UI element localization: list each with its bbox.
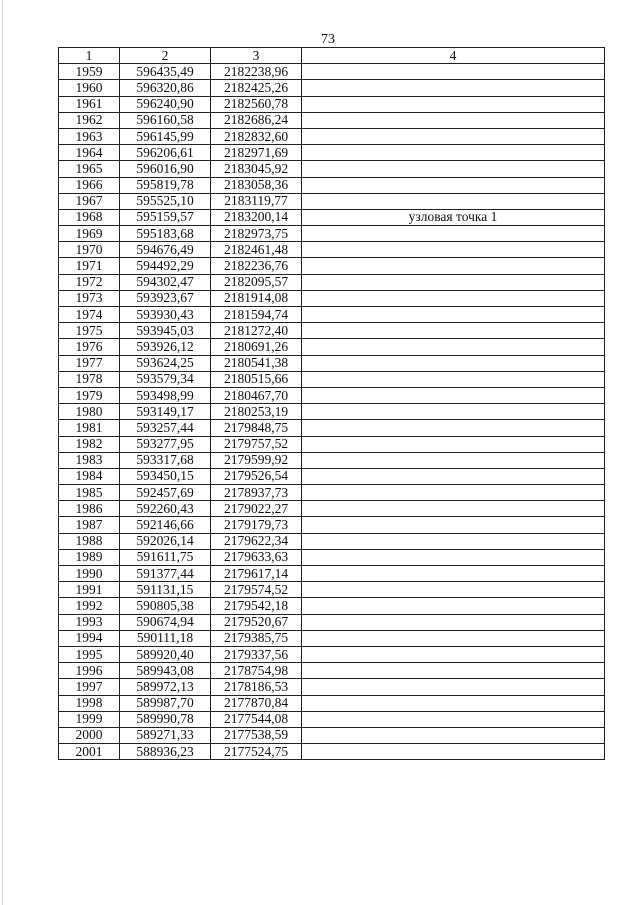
- point-number-cell: 1976: [59, 339, 120, 355]
- y-coordinate-cell: 2179574,52: [211, 582, 302, 598]
- x-coordinate-cell: 589972,13: [120, 679, 211, 695]
- table-row: [59, 96, 605, 112]
- point-number-cell: 1996: [59, 663, 120, 679]
- note-cell: [302, 323, 605, 339]
- table-row: [59, 193, 605, 209]
- note-cell: [302, 630, 605, 646]
- point-number-cell: 1964: [59, 145, 120, 161]
- note-cell: [302, 614, 605, 630]
- table-row: [59, 112, 605, 128]
- column-header-1: 1: [59, 48, 120, 64]
- y-coordinate-cell: 2179022,27: [211, 501, 302, 517]
- x-coordinate-cell: 593945,03: [120, 323, 211, 339]
- y-coordinate-cell: 2179848,75: [211, 420, 302, 436]
- point-number-cell: 1974: [59, 307, 120, 323]
- y-coordinate-cell: 2181594,74: [211, 307, 302, 323]
- x-coordinate-cell: 591377,44: [120, 566, 211, 582]
- x-coordinate-cell: 593624,25: [120, 355, 211, 371]
- y-coordinate-cell: 2179179,73: [211, 517, 302, 533]
- table-row: [59, 290, 605, 306]
- coordinates-table: [58, 47, 605, 760]
- table-row: [59, 242, 605, 258]
- note-cell: [302, 598, 605, 614]
- y-coordinate-cell: 2177870,84: [211, 695, 302, 711]
- point-number-cell: 1983: [59, 452, 120, 468]
- point-number-cell: 1971: [59, 258, 120, 274]
- y-coordinate-cell: 2179599,92: [211, 452, 302, 468]
- table-row: [59, 128, 605, 144]
- x-coordinate-cell: 595525,10: [120, 193, 211, 209]
- column-header-3: 3: [211, 48, 302, 64]
- point-number-cell: 1968: [59, 209, 120, 225]
- table-row: [59, 355, 605, 371]
- point-number-cell: 1959: [59, 64, 120, 80]
- y-coordinate-cell: 2183119,77: [211, 193, 302, 209]
- note-cell: [302, 646, 605, 662]
- point-number-cell: 1987: [59, 517, 120, 533]
- note-cell: [302, 582, 605, 598]
- y-coordinate-cell: 2181272,40: [211, 323, 302, 339]
- x-coordinate-cell: 596160,58: [120, 112, 211, 128]
- y-coordinate-cell: 2179622,34: [211, 533, 302, 549]
- x-coordinate-cell: 593579,34: [120, 371, 211, 387]
- x-coordinate-cell: 592457,69: [120, 485, 211, 501]
- note-cell: [302, 226, 605, 242]
- x-coordinate-cell: 595819,78: [120, 177, 211, 193]
- y-coordinate-cell: 2181914,08: [211, 290, 302, 306]
- note-cell: [302, 339, 605, 355]
- point-number-cell: 1967: [59, 193, 120, 209]
- y-coordinate-cell: 2179337,56: [211, 646, 302, 662]
- x-coordinate-cell: 596145,99: [120, 128, 211, 144]
- point-number-cell: 2000: [59, 727, 120, 743]
- point-number-cell: 1970: [59, 242, 120, 258]
- table-body: [59, 64, 605, 760]
- y-coordinate-cell: 2179757,52: [211, 436, 302, 452]
- note-cell: [302, 452, 605, 468]
- y-coordinate-cell: 2180515,66: [211, 371, 302, 387]
- y-coordinate-cell: 2182971,69: [211, 145, 302, 161]
- point-number-cell: 1963: [59, 128, 120, 144]
- table-row: [59, 663, 605, 679]
- y-coordinate-cell: 2183045,92: [211, 161, 302, 177]
- note-cell: [302, 274, 605, 290]
- table-row: [59, 371, 605, 387]
- page-number: 73: [321, 32, 335, 47]
- note-cell: [302, 290, 605, 306]
- point-number-cell: 1998: [59, 695, 120, 711]
- y-coordinate-cell: 2182095,57: [211, 274, 302, 290]
- point-number-cell: 1985: [59, 485, 120, 501]
- y-coordinate-cell: 2182560,78: [211, 96, 302, 112]
- point-number-cell: 1965: [59, 161, 120, 177]
- y-coordinate-cell: 2182686,24: [211, 112, 302, 128]
- table-row: [59, 533, 605, 549]
- x-coordinate-cell: 594492,29: [120, 258, 211, 274]
- note-cell: [302, 145, 605, 161]
- note-cell: [302, 307, 605, 323]
- y-coordinate-cell: 2178754,98: [211, 663, 302, 679]
- y-coordinate-cell: 2180541,38: [211, 355, 302, 371]
- y-coordinate-cell: 2179520,67: [211, 614, 302, 630]
- table-row: [59, 566, 605, 582]
- y-coordinate-cell: 2179526,54: [211, 468, 302, 484]
- x-coordinate-cell: 593317,68: [120, 452, 211, 468]
- x-coordinate-cell: 593930,43: [120, 307, 211, 323]
- note-cell: [302, 371, 605, 387]
- y-coordinate-cell: 2182832,60: [211, 128, 302, 144]
- note-cell: [302, 533, 605, 549]
- y-coordinate-cell: 2182238,96: [211, 64, 302, 80]
- point-number-cell: 1986: [59, 501, 120, 517]
- point-number-cell: 1995: [59, 646, 120, 662]
- note-cell: [302, 727, 605, 743]
- x-coordinate-cell: 589920,40: [120, 646, 211, 662]
- column-header-4: 4: [302, 48, 605, 64]
- note-cell: [302, 420, 605, 436]
- note-cell: [302, 711, 605, 727]
- table-row: [59, 145, 605, 161]
- x-coordinate-cell: 593450,15: [120, 468, 211, 484]
- x-coordinate-cell: 594676,49: [120, 242, 211, 258]
- table-row: [59, 598, 605, 614]
- note-cell: [302, 485, 605, 501]
- note-cell: [302, 80, 605, 96]
- y-coordinate-cell: 2179542,18: [211, 598, 302, 614]
- table-row: [59, 452, 605, 468]
- note-cell: [302, 112, 605, 128]
- point-number-cell: 1994: [59, 630, 120, 646]
- point-number-cell: 1966: [59, 177, 120, 193]
- x-coordinate-cell: 593923,67: [120, 290, 211, 306]
- table-row: [59, 549, 605, 565]
- x-coordinate-cell: 595159,57: [120, 209, 211, 225]
- x-coordinate-cell: 591611,75: [120, 549, 211, 565]
- note-cell: [302, 517, 605, 533]
- x-coordinate-cell: 596240,90: [120, 96, 211, 112]
- x-coordinate-cell: 594302,47: [120, 274, 211, 290]
- point-number-cell: 1977: [59, 355, 120, 371]
- y-coordinate-cell: 2180691,26: [211, 339, 302, 355]
- point-number-cell: 1960: [59, 80, 120, 96]
- note-cell: [302, 128, 605, 144]
- point-number-cell: 1981: [59, 420, 120, 436]
- table-row: [59, 679, 605, 695]
- point-number-cell: 1982: [59, 436, 120, 452]
- point-number-cell: 1980: [59, 404, 120, 420]
- x-coordinate-cell: 593257,44: [120, 420, 211, 436]
- note-cell: [302, 468, 605, 484]
- x-coordinate-cell: 596320,86: [120, 80, 211, 96]
- note-cell: [302, 744, 605, 760]
- x-coordinate-cell: 595183,68: [120, 226, 211, 242]
- x-coordinate-cell: 593277,95: [120, 436, 211, 452]
- y-coordinate-cell: 2178937,73: [211, 485, 302, 501]
- x-coordinate-cell: 589271,33: [120, 727, 211, 743]
- point-number-cell: 2001: [59, 744, 120, 760]
- table-header-row: [59, 48, 605, 64]
- table-row: [59, 226, 605, 242]
- table-row: [59, 468, 605, 484]
- y-coordinate-cell: 2183058,36: [211, 177, 302, 193]
- x-coordinate-cell: 589987,70: [120, 695, 211, 711]
- table-row: [59, 274, 605, 290]
- y-coordinate-cell: 2182461,48: [211, 242, 302, 258]
- x-coordinate-cell: 592260,43: [120, 501, 211, 517]
- y-coordinate-cell: 2179385,75: [211, 630, 302, 646]
- note-cell: [302, 387, 605, 403]
- note-cell: [302, 501, 605, 517]
- x-coordinate-cell: 589943,08: [120, 663, 211, 679]
- point-number-cell: 1961: [59, 96, 120, 112]
- y-coordinate-cell: 2182425,26: [211, 80, 302, 96]
- table-row: [59, 646, 605, 662]
- table-row: [59, 209, 605, 225]
- y-coordinate-cell: 2179617,14: [211, 566, 302, 582]
- table-row: [59, 80, 605, 96]
- x-coordinate-cell: 588936,23: [120, 744, 211, 760]
- y-coordinate-cell: 2177524,75: [211, 744, 302, 760]
- x-coordinate-cell: 593926,12: [120, 339, 211, 355]
- x-coordinate-cell: 596435,49: [120, 64, 211, 80]
- table-row: [59, 485, 605, 501]
- x-coordinate-cell: 590674,94: [120, 614, 211, 630]
- note-cell: [302, 161, 605, 177]
- y-coordinate-cell: 2178186,53: [211, 679, 302, 695]
- point-number-cell: 1962: [59, 112, 120, 128]
- point-number-cell: 1973: [59, 290, 120, 306]
- note-cell: [302, 663, 605, 679]
- point-number-cell: 1993: [59, 614, 120, 630]
- table-row: [59, 387, 605, 403]
- note-cell: [302, 193, 605, 209]
- y-coordinate-cell: 2180467,70: [211, 387, 302, 403]
- note-cell: [302, 404, 605, 420]
- point-number-cell: 1990: [59, 566, 120, 582]
- note-cell: [302, 242, 605, 258]
- y-coordinate-cell: 2179633,63: [211, 549, 302, 565]
- table-row: [59, 727, 605, 743]
- note-cell: [302, 64, 605, 80]
- note-cell: [302, 679, 605, 695]
- point-number-cell: 1969: [59, 226, 120, 242]
- column-header-2: 2: [120, 48, 211, 64]
- table-row: [59, 517, 605, 533]
- x-coordinate-cell: 593498,99: [120, 387, 211, 403]
- y-coordinate-cell: 2183200,14: [211, 209, 302, 225]
- table-row: [59, 258, 605, 274]
- x-coordinate-cell: 591131,15: [120, 582, 211, 598]
- y-coordinate-cell: 2177544,08: [211, 711, 302, 727]
- x-coordinate-cell: 596016,90: [120, 161, 211, 177]
- point-number-cell: 1988: [59, 533, 120, 549]
- x-coordinate-cell: 596206,61: [120, 145, 211, 161]
- note-cell: [302, 96, 605, 112]
- table-row: [59, 744, 605, 760]
- point-number-cell: 1992: [59, 598, 120, 614]
- table-row: [59, 323, 605, 339]
- point-number-cell: 1972: [59, 274, 120, 290]
- note-cell: [302, 177, 605, 193]
- note-cell: [302, 566, 605, 582]
- table-row: [59, 436, 605, 452]
- table-row: [59, 161, 605, 177]
- note-cell: [302, 695, 605, 711]
- x-coordinate-cell: 592146,66: [120, 517, 211, 533]
- table-row: [59, 307, 605, 323]
- x-coordinate-cell: 589990,78: [120, 711, 211, 727]
- note-cell: [302, 355, 605, 371]
- table-row: [59, 711, 605, 727]
- point-number-cell: 1997: [59, 679, 120, 695]
- x-coordinate-cell: 593149,17: [120, 404, 211, 420]
- table-row: [59, 177, 605, 193]
- x-coordinate-cell: 592026,14: [120, 533, 211, 549]
- table-row: [59, 404, 605, 420]
- point-number-cell: 1991: [59, 582, 120, 598]
- table-row: [59, 339, 605, 355]
- table-row: [59, 64, 605, 80]
- point-number-cell: 1978: [59, 371, 120, 387]
- table-row: [59, 582, 605, 598]
- x-coordinate-cell: 590111,18: [120, 630, 211, 646]
- table-row: [59, 420, 605, 436]
- note-cell: [302, 436, 605, 452]
- point-number-cell: 1989: [59, 549, 120, 565]
- note-cell: узловая точка 1: [302, 209, 605, 225]
- y-coordinate-cell: 2182973,75: [211, 226, 302, 242]
- note-cell: [302, 549, 605, 565]
- table-row: [59, 501, 605, 517]
- point-number-cell: 1979: [59, 387, 120, 403]
- table-row: [59, 614, 605, 630]
- table-row: [59, 695, 605, 711]
- table-row: [59, 630, 605, 646]
- y-coordinate-cell: 2180253,19: [211, 404, 302, 420]
- y-coordinate-cell: 2182236,76: [211, 258, 302, 274]
- note-cell: [302, 258, 605, 274]
- x-coordinate-cell: 590805,38: [120, 598, 211, 614]
- page-margin-line: [2, 0, 3, 905]
- point-number-cell: 1975: [59, 323, 120, 339]
- point-number-cell: 1999: [59, 711, 120, 727]
- y-coordinate-cell: 2177538,59: [211, 727, 302, 743]
- point-number-cell: 1984: [59, 468, 120, 484]
